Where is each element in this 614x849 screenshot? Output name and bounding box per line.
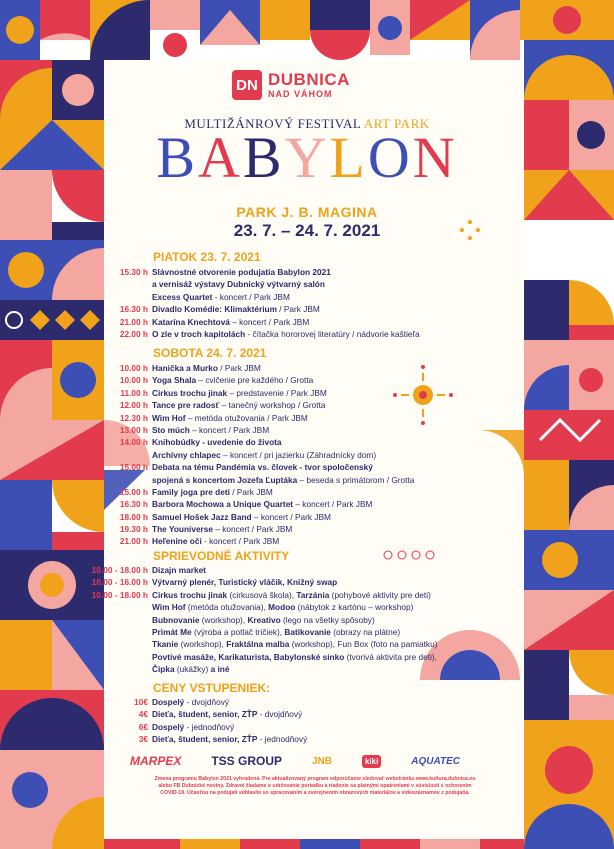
row-detail-2: (workshop), Fun Box (foto na pamiatku) (289, 639, 438, 650)
row-title-2: a iné (210, 664, 230, 675)
row-title: Hanička a Murko (152, 363, 218, 373)
activities-heading: SPRIEVODNÉ AKTIVITY (153, 549, 290, 563)
festival-prefix: MULTIŽÁNROVÝ FESTIVAL (184, 116, 361, 131)
row-detail: (ukážky) (174, 664, 211, 675)
schedule-row (0, 449, 614, 461)
activity-row (0, 663, 614, 675)
price-type: - jednodňový (184, 721, 235, 732)
schedule-row (0, 535, 614, 547)
title-letter: N (412, 125, 458, 190)
schedule-row (0, 424, 614, 436)
schedule-row (0, 498, 614, 510)
schedule-row (0, 399, 614, 411)
row-detail: (workshop), (178, 639, 227, 650)
row-detail: – tanečný workshop / Grotta (219, 400, 326, 411)
friday-heading: PIATOK 23. 7. 2021 (153, 250, 261, 264)
row-title: Slávnostné otvorenie podujatia Babylon 2021 (152, 267, 331, 277)
saturday-heading: SOBOTA 24. 7. 2021 (153, 346, 267, 360)
row-title: Primát Me (152, 626, 192, 637)
row-title: Barbora Mochowa a Unique Quartet (152, 499, 294, 510)
row-title: Tance pre radosť (152, 400, 220, 411)
title-letter: Y (284, 125, 330, 190)
row-detail: – predstavenie / Park JBM (227, 387, 327, 398)
price-category: Dieťa, študent, senior, ZŤP (152, 734, 258, 745)
row-time: 11.00 h (120, 387, 148, 398)
row-detail: (cirkusová škola), (227, 589, 297, 600)
schedule-row (0, 362, 614, 374)
sponsor-jnb-logo: JNB (311, 755, 332, 767)
prices-heading: CENY VSTUPENIEK: (153, 681, 271, 695)
activity-row (0, 589, 614, 601)
schedule-row (0, 523, 614, 535)
schedule-row (0, 291, 614, 303)
venue: PARK J. B. MAGINA (236, 204, 378, 220)
row-detail: (tvorivá aktivita pre deti), (344, 651, 437, 662)
row-title: Cirkus trochu jinak (152, 589, 228, 600)
saturday-schedule (0, 362, 614, 548)
price-type: - jednodňový (257, 734, 308, 745)
row-time: 10.00 - 18.00 h (91, 565, 148, 575)
row-time: 16.30 h (119, 304, 148, 315)
row-title: Archívny chlapec (152, 449, 221, 460)
row-title: Wim Hof (152, 602, 186, 613)
row-title: Samuel Hošek Jazz Band (152, 511, 252, 522)
title-letter: B (156, 125, 198, 190)
schedule-row (0, 412, 614, 424)
title-letter: B (242, 125, 285, 190)
dubnica-logo (232, 70, 350, 100)
activity-row (0, 601, 614, 613)
price-category: Dospelý (152, 721, 185, 732)
row-detail: (metóda otužovania), (185, 602, 269, 613)
row-title: Heľenine oči (152, 536, 202, 547)
price-row (0, 708, 614, 720)
row-title: Divadlo Komédie: Klimaktérium (152, 304, 277, 315)
row-title: The Youniverse (152, 524, 214, 535)
row-time: 14.00 h (119, 437, 148, 448)
activity-row (0, 576, 614, 588)
row-title-2: Kreativo (247, 614, 281, 625)
row-detail: (workshop), (199, 614, 248, 625)
row-title: Výtvarný plenér, Turistický vláčik, Knižný swap (152, 577, 338, 588)
schedule-row (0, 511, 614, 523)
activity-row (0, 626, 614, 638)
activity-row (0, 614, 614, 626)
price-value: 3€ (138, 734, 148, 745)
row-title-2: Batikovanie (284, 626, 331, 637)
activity-row (0, 564, 614, 576)
row-time: 18.00 h (119, 511, 148, 522)
row-time: 10.00 h (119, 363, 148, 373)
row-title-2: Tarzánia (296, 589, 330, 600)
schedule-row (0, 461, 614, 473)
row-time: 21.00 h (119, 316, 148, 327)
activity-row (0, 651, 614, 663)
price-category: Dieťa, študent, senior, ZŤP (152, 709, 258, 720)
row-detail: (výroba a potlač tričiek), (191, 626, 285, 637)
row-detail-2: (lego na všetky spôsoby) (280, 614, 375, 625)
row-detail-2: (obrazy na plátne) (330, 626, 401, 637)
price-row (0, 733, 614, 745)
row-detail: – koncert / pri jazierku (Záhradnícky dom) (220, 449, 377, 460)
row-time: 10.00 h (119, 375, 148, 386)
row-detail: / Park JBM (229, 486, 273, 497)
row-time: 12.30 h (119, 412, 148, 423)
title-letter: O (367, 125, 413, 190)
row-detail: – koncert / Park JBM (213, 524, 293, 535)
festival-title (0, 124, 614, 191)
row-title: Povtivé masáže, Karikaturista, Babylonské sinko (152, 651, 345, 662)
price-value: 10€ (134, 697, 148, 707)
row-detail: / Park JBM (217, 363, 261, 373)
row-title-2: Modoo (268, 602, 296, 613)
row-time: 15.00 h (119, 486, 148, 497)
row-detail: – koncert / Park JBM (251, 511, 331, 522)
title-letter: A (198, 125, 243, 190)
row-detail-2: (nábytok z kartónu – workshop) (295, 602, 414, 613)
row-title: Čipka (152, 664, 175, 675)
sponsor-aquatec-logo: AQUATEC (411, 755, 460, 767)
row-title: a vernisáž výstavy Dubnický výtvarný salón (152, 279, 325, 290)
schedule-row (0, 266, 614, 278)
row-title: O zle v troch kapitolách (152, 328, 246, 339)
row-detail: – koncert / Park JBM (293, 499, 373, 510)
festival-suffix: ART PARK (363, 116, 430, 131)
title-letter: L (329, 125, 368, 190)
sponsor-logos (130, 748, 460, 774)
row-title: Yoga Shala (152, 375, 197, 386)
price-type: - dvojdňový (184, 697, 230, 707)
row-time: 21.00 h (119, 536, 148, 547)
row-title: Tkanie (152, 639, 179, 650)
row-time: 12.00 h (119, 400, 148, 411)
row-title: Dizajn market (152, 565, 206, 575)
row-title: Wim Hof (152, 412, 186, 423)
festival-dates: 23. 7. – 24. 7. 2021 (233, 221, 381, 240)
row-title: Cirkus trochu jinak (152, 387, 228, 398)
schedule-row (0, 303, 614, 315)
activity-row (0, 638, 614, 650)
row-title: spojená s koncertom Jozefa Ľuptáka (152, 474, 298, 485)
price-value: 6€ (138, 721, 148, 732)
row-detail: - koncert / Park JBM (212, 291, 290, 302)
price-type: - dvojdňový (257, 709, 303, 720)
row-detail: – beseda s primátorom / Grotta (297, 474, 415, 485)
row-title: Family joga pre deti (152, 486, 230, 497)
sponsor-tss-logo: TSS GROUP (211, 754, 282, 768)
friday-schedule (0, 266, 614, 340)
schedule-row (0, 486, 614, 498)
row-title: Katarína Knechtová (152, 316, 230, 327)
row-time: 10.00 - 16.00 h (91, 577, 148, 588)
schedule-row (0, 278, 614, 290)
row-detail-2: (pohybové aktivity pre deti) (329, 589, 431, 600)
row-time: 22.00 h (119, 328, 148, 339)
row-detail: / Park JBM (276, 304, 320, 315)
schedule-row (0, 387, 614, 399)
schedule-row (0, 316, 614, 328)
footer-note: Zmena programu Babylon 2021 vyhradená. Pre aktualizovaný program odporúčame sledovať webstránku www.kultura.dubnica.eu alebo FB Dubnické noviny. Zdravoi žiadame o udržovanie poriadku a riadenie sa platnými opatreniami v súvislosti s ochorením COVID-19. Účasťou na podujatí súhlasíte so spracovaním a zverejnením obrazových materiálov a videozáznamov z podujatia. (154, 776, 476, 796)
price-row (0, 721, 614, 733)
row-time: 13.00 h (119, 424, 148, 435)
row-title: Sto múch (152, 424, 190, 435)
row-title: Debata na tému Pandémia vs. človek - tvor spoločenský (152, 462, 373, 473)
row-time: 16.30 h (119, 499, 148, 510)
price-value: 4€ (138, 709, 148, 720)
row-detail: - čítačka hororovej literatúry / nádvorie kaštieľa (245, 328, 420, 339)
row-detail: – cvičenie pre každého / Grotta (196, 375, 314, 386)
row-detail: – koncert / Park JBM (189, 424, 270, 435)
schedule-row (0, 374, 614, 386)
row-time: 15.30 h (119, 267, 148, 277)
prices-list (0, 696, 614, 746)
row-title-2: Fraktálna malba (226, 639, 290, 650)
row-time: 19.30 h (119, 524, 148, 535)
logo-line1: DUBNICA (268, 70, 350, 89)
row-time: 10.00 - 18.00 h (91, 589, 148, 600)
row-title: Bubnovanie (152, 614, 200, 625)
schedule-row (0, 436, 614, 448)
schedule-row (0, 328, 614, 340)
row-title: Knihobúdky - uvedenie do života (152, 437, 282, 448)
activities-list (0, 564, 614, 676)
price-row (0, 696, 614, 708)
schedule-row (0, 474, 614, 486)
row-title: Excess Quartet (152, 291, 213, 302)
row-detail: – koncert / Park JBM (229, 316, 310, 327)
logo-line2: NAD VÁHOM (268, 89, 333, 99)
row-time: 15.00 h (119, 462, 148, 473)
price-category: Dospelý (152, 697, 185, 707)
sponsor-marpex-logo: MARPEX (130, 754, 182, 768)
row-detail: – metóda otužovania / Park JBM (185, 412, 308, 423)
sponsor-kiki-logo: kiki (362, 755, 381, 768)
row-detail: - koncert / Park JBM (201, 536, 280, 547)
city-logo-icon: DN (232, 70, 262, 100)
